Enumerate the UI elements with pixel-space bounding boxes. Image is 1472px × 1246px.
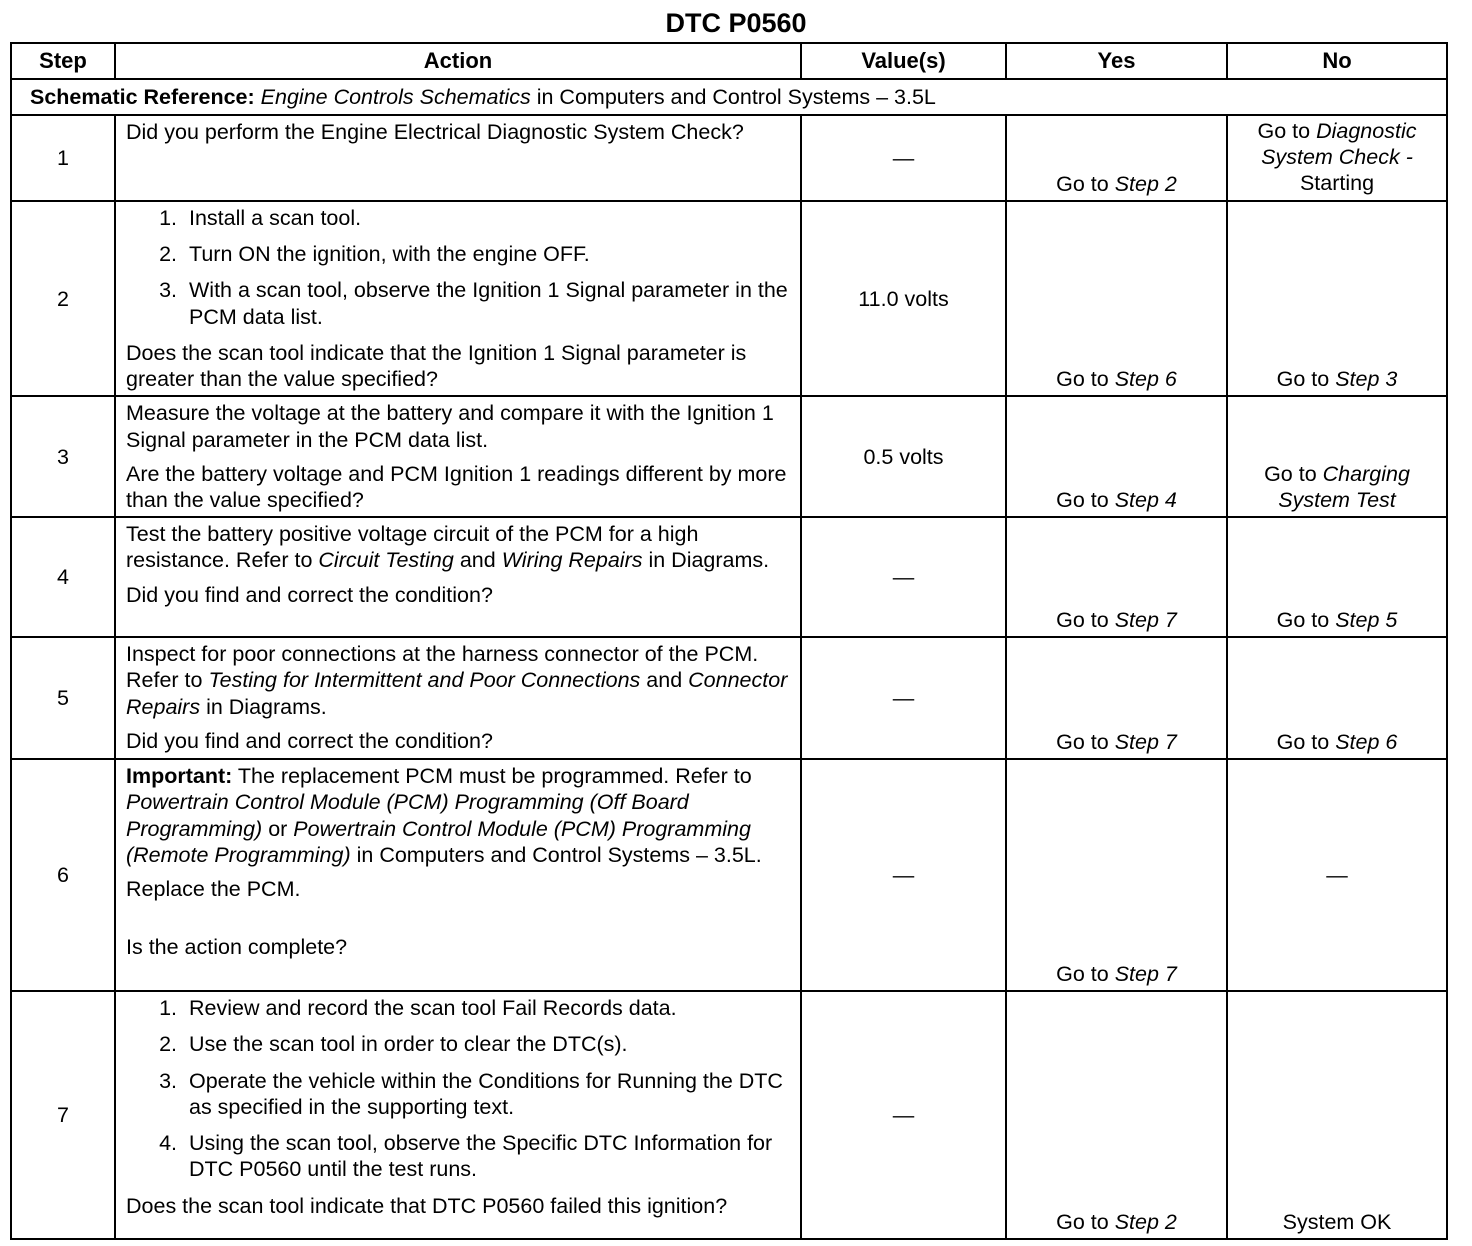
yes-cell [1006, 991, 1227, 1239]
action-question: Did you find and correct the condition? [126, 582, 493, 607]
action-cell [115, 517, 801, 637]
action-cell [115, 991, 801, 1239]
no-suffix: Starting [1299, 171, 1375, 196]
no-target: Step 6 [1335, 729, 1398, 754]
action-replace: Replace the PCM. [126, 877, 301, 902]
table-row [11, 201, 1447, 396]
dtc-table [10, 42, 1448, 1240]
value-cell: — [801, 991, 1006, 1239]
no-cell [1227, 637, 1447, 759]
action-text-part: or [268, 816, 288, 841]
action-text [126, 521, 790, 573]
yes-cell [1006, 517, 1227, 637]
step-number: 4 [11, 517, 115, 637]
go-to-label: Go to [1257, 119, 1311, 143]
action-text-part: Inspect for poor connections at the harness connector of the PCM. Refer to [126, 642, 759, 693]
table-row [11, 991, 1447, 1239]
no-cell [1227, 517, 1447, 637]
action-question: Did you find and correct the condition? [126, 728, 493, 753]
reference-link: Wiring Repairs [501, 548, 643, 573]
action-text: Measure the voltage at the battery and compare it with the Ignition 1 Signal parameter in the PCM data list. [126, 401, 774, 452]
no-cell: System OK [1227, 991, 1447, 1239]
go-to-label: Go to [1056, 171, 1109, 196]
schematic-row [11, 79, 1447, 115]
header-yes: Yes [1006, 43, 1227, 79]
table-row [11, 517, 1447, 637]
value-cell: — [801, 517, 1006, 637]
header-step: Step [11, 43, 115, 79]
go-to-label: Go to [1056, 729, 1109, 754]
action-cell [115, 759, 801, 991]
go-to-label: Go to [1276, 607, 1330, 632]
reference-link: Powertrain Control Module (PCM) Programming (Remote Programming) [126, 816, 751, 867]
no-target: Charging System Test [1278, 461, 1410, 512]
table-row [11, 396, 1447, 517]
action-text-part: The replacement PCM must be programmed. Refer to [237, 764, 752, 789]
action-list-item: 1. Review and record the scan tool Fail Records data. [183, 995, 790, 1021]
go-to-label: Go to [1056, 961, 1109, 986]
schematic-ref-rest: in Computers and Control Systems – 3.5L [536, 84, 936, 109]
action-list-item: 4. Using the scan tool, observe the Specific DTC Information for DTC P0560 until the test runs. [183, 1130, 790, 1182]
action-text-part: in Diagrams. [648, 548, 770, 573]
value-cell: — [801, 637, 1006, 759]
value-cell: 0.5 volts [801, 396, 1006, 517]
table-row [11, 637, 1447, 759]
yes-target: Step 7 [1114, 729, 1177, 754]
go-to-label: Go to [1276, 367, 1330, 392]
header-values: Value(s) [801, 43, 1006, 79]
reference-link: Powertrain Control Module (PCM) Programming (Off Board Programming) [126, 790, 689, 841]
action-question: Does the scan tool indicate that the Ignition 1 Signal parameter is greater than the value specified? [126, 340, 747, 392]
yes-cell [1006, 396, 1227, 517]
no-cell [1227, 396, 1447, 517]
step-number: 2 [11, 201, 115, 396]
yes-target: Step 2 [1114, 171, 1177, 196]
go-to-label: Go to [1056, 607, 1109, 632]
action-list-item: 3. With a scan tool, observe the Ignition 1 Signal parameter in the PCM data list. [183, 277, 790, 329]
action-list-item: 2. Turn ON the ignition, with the engine OFF. [183, 241, 790, 267]
value-cell: 11.0 volts [801, 201, 1006, 396]
no-cell [1227, 115, 1447, 201]
action-list [126, 995, 790, 1182]
go-to-label: Go to [1264, 461, 1317, 486]
yes-cell [1006, 201, 1227, 396]
action-list-item: 3. Operate the vehicle within the Conditions for Running the DTC as specified in the supporting text. [183, 1068, 790, 1120]
yes-target: Step 7 [1114, 961, 1177, 986]
go-to-label: Go to [1056, 1209, 1109, 1234]
reference-link: Testing for Intermittent and Poor Connections [208, 668, 641, 693]
no-cell: — [1227, 759, 1447, 991]
value-cell: — [801, 759, 1006, 991]
table-row [11, 115, 1447, 201]
action-cell [115, 115, 801, 201]
action-list [126, 205, 790, 330]
action-text-part: and [459, 548, 496, 573]
step-number: 1 [11, 115, 115, 201]
no-target: Step 5 [1335, 607, 1398, 632]
yes-cell [1006, 759, 1227, 991]
step-number: 7 [11, 991, 115, 1239]
yes-cell [1006, 637, 1227, 759]
header-action: Action [115, 43, 801, 79]
reference-link: Connector Repairs [126, 668, 788, 719]
no-target: Diagnostic System Check - [1261, 119, 1417, 170]
action-list-item: 2. Use the scan tool in order to clear the DTC(s). [183, 1031, 790, 1057]
action-text-part: in Computers and Control Systems – 3.5L. [356, 842, 762, 867]
go-to-label: Go to [1056, 367, 1109, 392]
step-number: 6 [11, 759, 115, 991]
action-list-item: 1. Install a scan tool. [183, 205, 790, 231]
yes-cell [1006, 115, 1227, 201]
value-cell: — [801, 115, 1006, 201]
yes-target: Step 2 [1114, 1209, 1177, 1234]
go-to-label: Go to [1276, 729, 1330, 754]
action-cell [115, 201, 801, 396]
yes-target: Step 6 [1114, 367, 1177, 392]
no-cell [1227, 201, 1447, 396]
action-text-part: in Diagrams. [206, 694, 327, 719]
yes-target: Step 7 [1114, 607, 1177, 632]
table-row [11, 759, 1447, 991]
header-row [11, 43, 1447, 79]
yes-target: Step 4 [1114, 487, 1177, 512]
action-text [126, 763, 790, 868]
action-question: Are the battery voltage and PCM Ignition 1 readings different by more than the value specified? [126, 461, 787, 512]
action-question: Is the action complete? [126, 935, 348, 960]
schematic-reference [11, 79, 1447, 115]
action-text-part: Test the battery positive voltage circuit of the PCM for a high resistance. Refer to [126, 522, 699, 573]
action-cell [115, 637, 801, 759]
action-question: Does the scan tool indicate that DTC P0560 failed this ignition? [126, 1193, 728, 1218]
page-title: DTC P0560 [665, 8, 807, 38]
schematic-ref-link: Engine Controls Schematics [260, 84, 531, 109]
go-to-label: Go to [1056, 487, 1109, 512]
action-text: Did you perform the Engine Electrical Diagnostic System Check? [126, 120, 744, 144]
schematic-label: Schematic Reference: [30, 84, 255, 109]
step-number: 3 [11, 396, 115, 517]
header-no: No [1227, 43, 1447, 79]
action-text-part: and [646, 668, 683, 693]
reference-link: Circuit Testing [318, 548, 454, 573]
action-cell [115, 396, 801, 517]
important-label: Important: [126, 764, 233, 789]
no-target: Step 3 [1335, 367, 1398, 392]
step-number: 5 [11, 637, 115, 759]
action-text [126, 641, 790, 720]
